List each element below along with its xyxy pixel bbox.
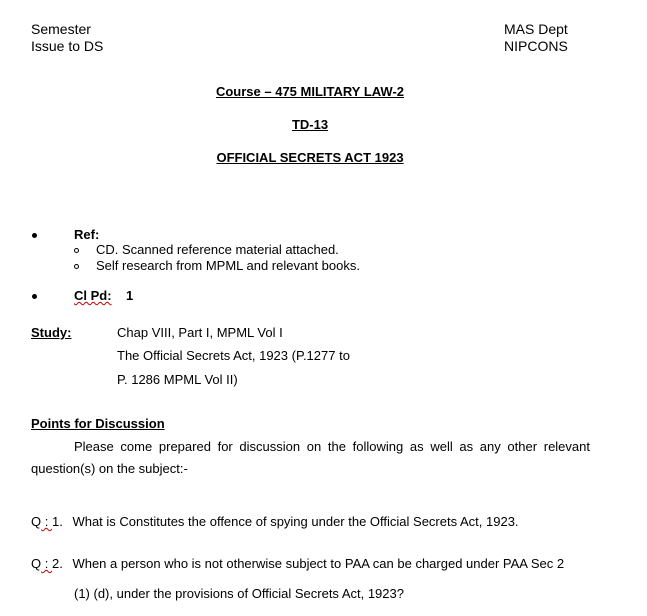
question-1-number: 1. bbox=[51, 514, 63, 529]
question-1-prefix: Q bbox=[31, 514, 42, 529]
question-1 bbox=[31, 514, 519, 529]
ref-item-1: CD. Scanned reference material attached. bbox=[96, 242, 339, 257]
study-line-2: The Official Secrets Act, 1923 (P.1277 to bbox=[117, 348, 350, 363]
act-title: OFFICIAL SECRETS ACT 1923 bbox=[216, 150, 404, 165]
clpd-label-text: Cl Pd: bbox=[74, 288, 112, 303]
ref-item-2: Self research from MPML and relevant books. bbox=[96, 258, 360, 273]
question-2-sep: : bbox=[41, 556, 52, 571]
header-semester: Semester bbox=[31, 21, 91, 37]
discussion-heading: Points for Discussion bbox=[31, 416, 165, 431]
study-line-1: Chap VIII, Part I, MPML Vol I bbox=[117, 325, 283, 340]
course-title: Course – 475 MILITARY LAW-2 bbox=[215, 84, 405, 99]
header-issue: Issue to DS bbox=[31, 38, 104, 54]
ring-bullet-2 bbox=[74, 264, 79, 269]
question-2 bbox=[31, 556, 564, 571]
bullet-ref bbox=[32, 233, 37, 238]
ref-label: Ref: bbox=[74, 227, 100, 242]
question-2-prefix: Q bbox=[31, 556, 42, 571]
question-1-text: What is Constitutes the offence of spying under the Official Secrets Act, 1923. bbox=[72, 514, 519, 529]
ring-bullet-1 bbox=[74, 248, 79, 253]
question-2-text-line-1: When a person who is not otherwise subject to PAA can be charged under PAA Sec 2 bbox=[72, 556, 565, 571]
clpd-value: 1 bbox=[126, 288, 134, 303]
discussion-intro: Please come prepared for discussion on the following as well as any other relevant question(s) on the subject:- bbox=[31, 439, 590, 476]
study-label: Study: bbox=[31, 325, 72, 340]
question-2-number: 2. bbox=[51, 556, 63, 571]
clpd-label bbox=[74, 288, 112, 303]
header-institute: NIPCONS bbox=[504, 38, 568, 54]
header-dept: MAS Dept bbox=[504, 21, 568, 37]
study-line-3: P. 1286 MPML Vol II) bbox=[117, 372, 238, 387]
td-title: TD-13 bbox=[291, 117, 329, 132]
question-2-text-line-2: (1) (d), under the provisions of Official Secrets Act, 1923? bbox=[74, 586, 404, 601]
question-1-sep: : bbox=[41, 514, 52, 529]
bullet-clpd bbox=[32, 294, 37, 299]
